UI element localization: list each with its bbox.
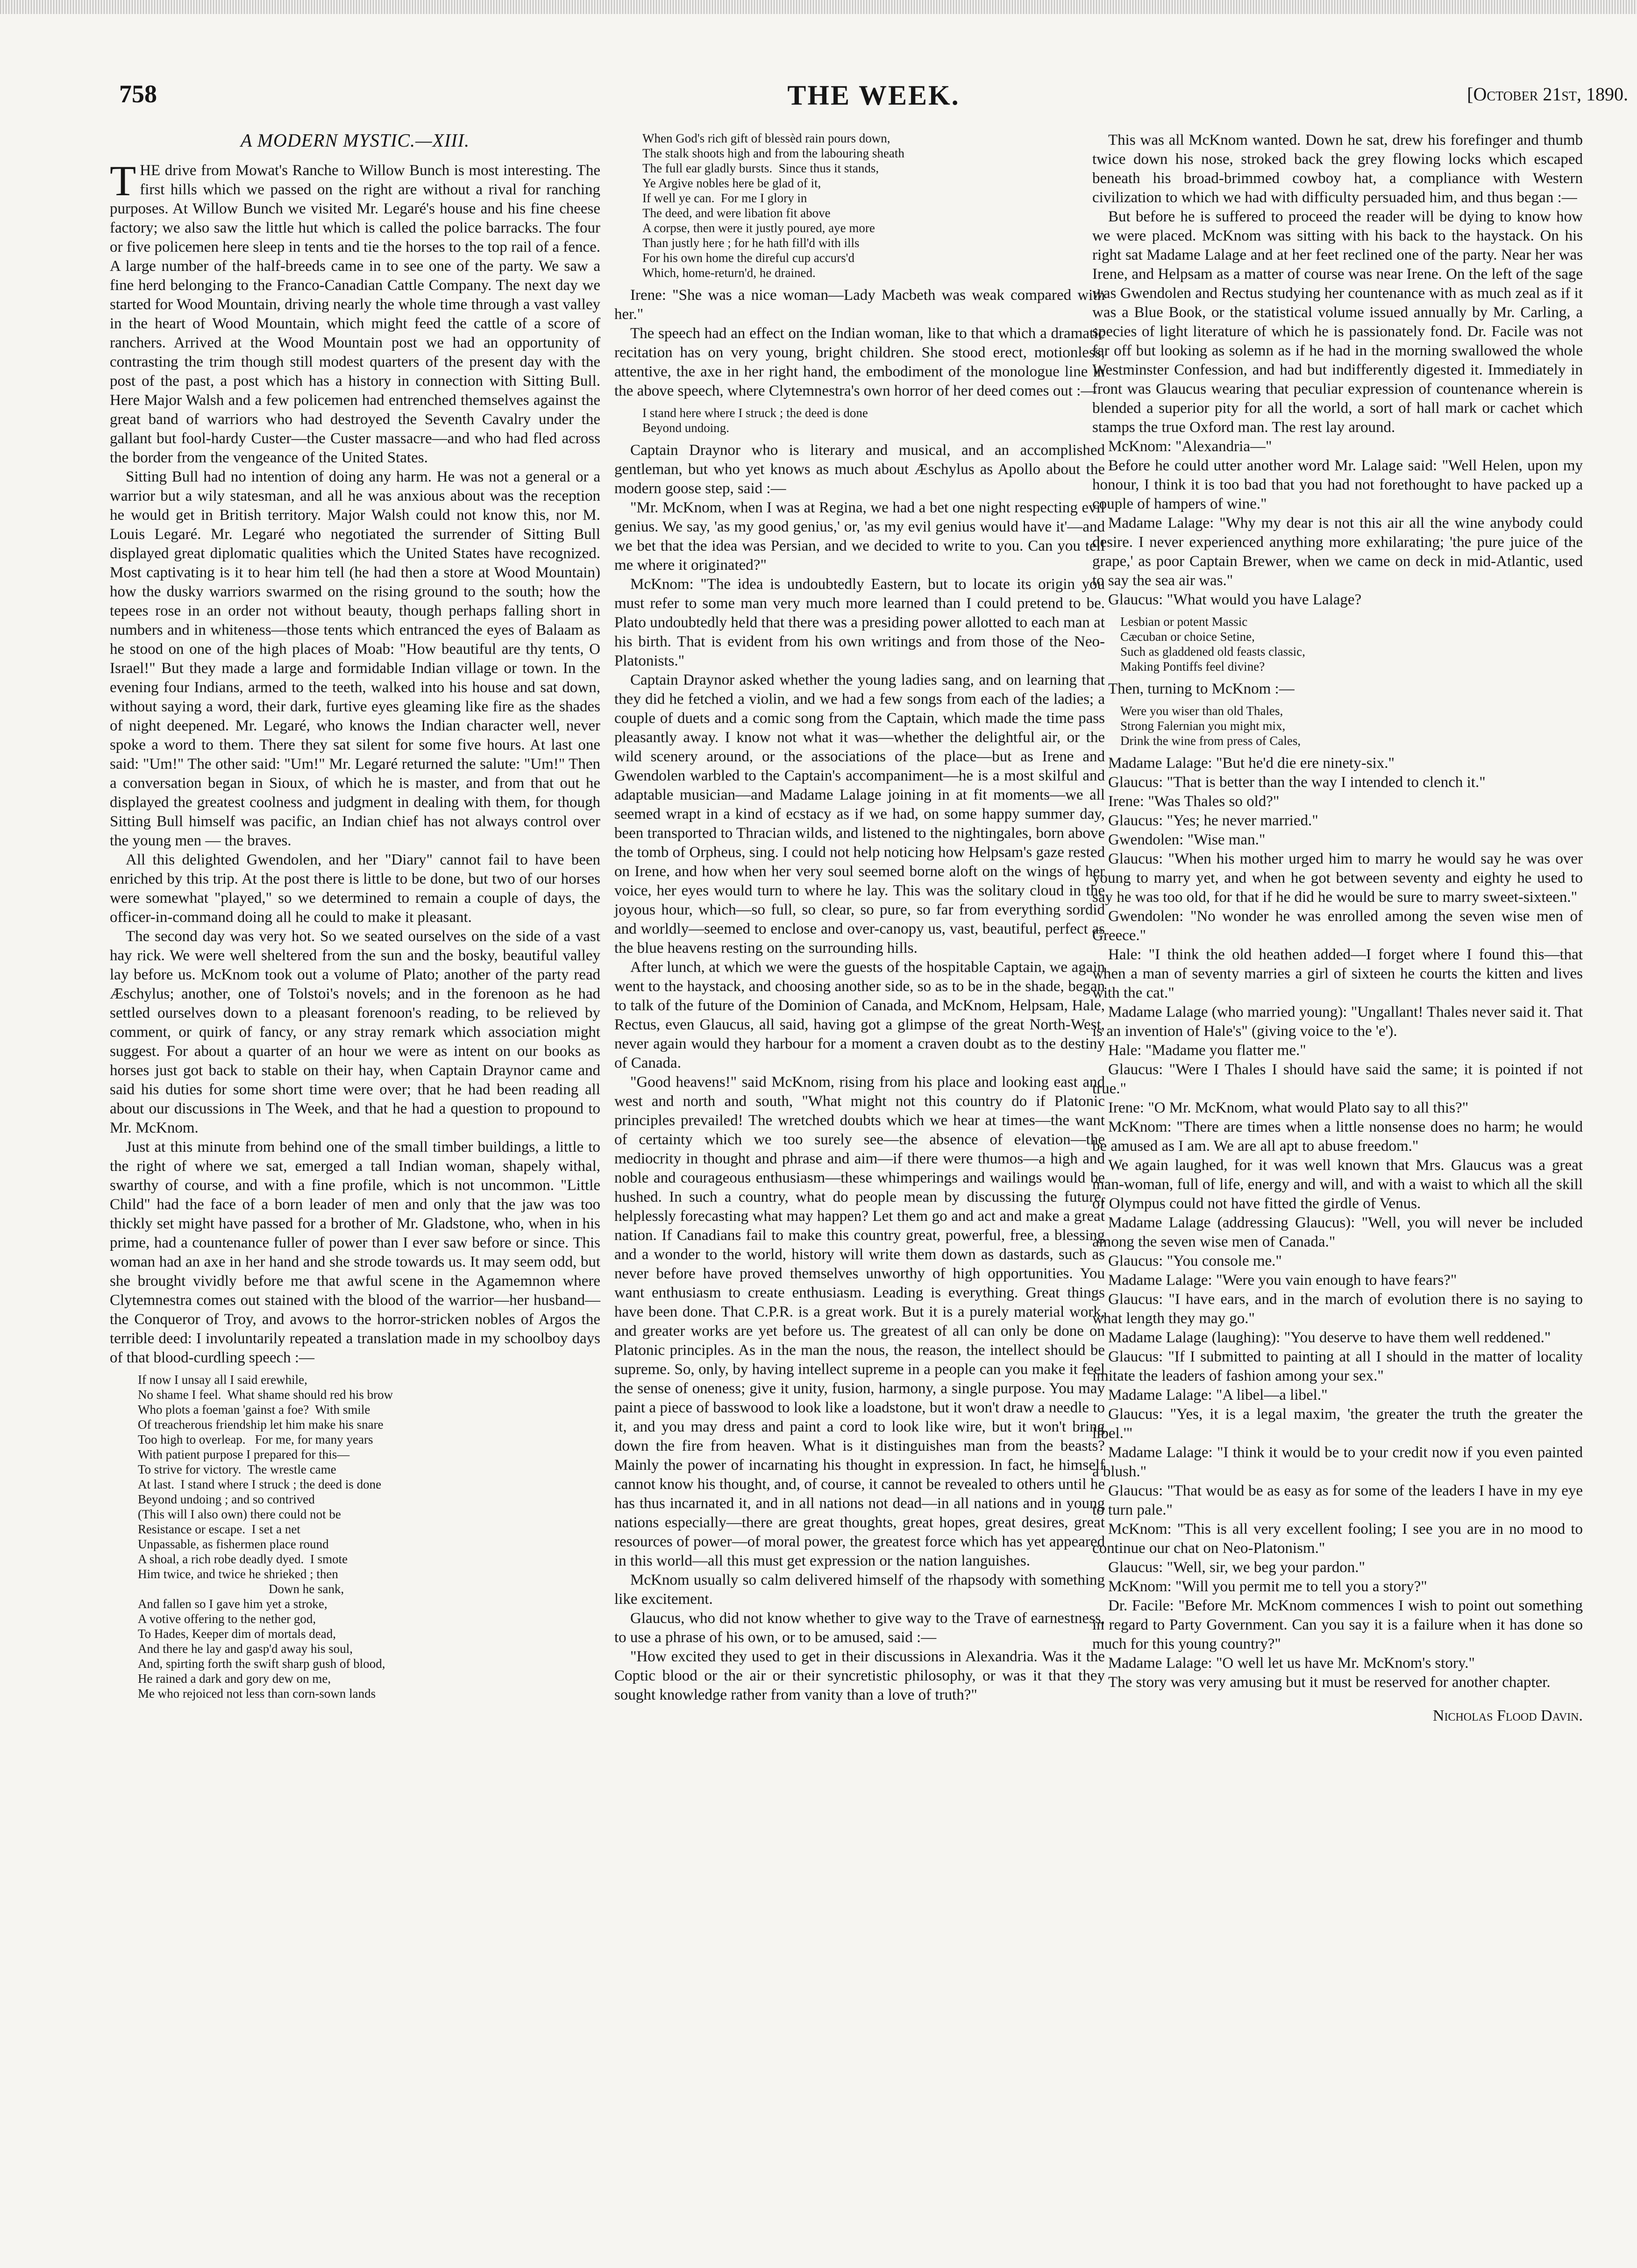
issue-date: [October 21st, 1890. (1467, 84, 1628, 105)
dialogue-line: Madame Lalage: "O well let us have Mr. McKnom's story." (1108, 1655, 1475, 1672)
verse-line: I stand here where I struck ; the deed is done (642, 406, 868, 420)
paragraph: Captain Draynor who is literary and musical, and an accomplished gentleman, but who yet knows as much about Æschylus as Apollo about the modern goose step, said :— (614, 442, 1105, 497)
dialogue-line: Glaucus: "You console me." (1108, 1253, 1282, 1269)
verse-line: (This will I also own) there could not be (138, 1507, 341, 1521)
paragraph: But before he is suffered to proceed the reader will be dying to know how we were placed. McKnom was sitting with his back to the haystack. On his right sat Madame Lalage and at her feet reclined one of the party. Near her was Irene, and Helpsam as a matter of course was near Irene. On the left of the sage was Gwendolen and Rectus studying her countenance with as much zeal as if it was a Blue Book, or the statistical volume issued annually by Mr. Carling, a species of light literature of which he is passionately fond. Dr. Facile was not far off but looking as solemn as if he had in the morning swallowed the whole Westminster Confession, and had but indifferently digested it. Immediately in front was Glaucus wearing that peculiar expression of countenance wherein is blended a superior pity for all the world, a sort of hall mark or cachet which stamps the true Oxford man. The rest lay around. (1092, 208, 1583, 436)
paragraph: THE drive from Mowat's Ranche to Willow Bunch is most interesting. The first hills which we passed on the right are without a rival for ranching purposes. At Willow Bunch we visited Mr. Legaré's house and his fine cheese factory; we also saw the little hut which is called the police barracks. The four or five policemen here sleep in tents and tie the horses to the top rail of a fence. A large number of the half-breeds came in to see one of the party. We saw a fine herd belonging to the Franco-Canadian Cattle Company. The next day we started for Wood Mountain, driving nearly the whole time through a vast valley in the heart of Wood Mountain, which might feed the cattle of a score of ranchers. Arrived at the Wood Mountain post we had an opportunity of contrasting the trim though still modest quarters of the present day with the post of the past, a post which has a history in connection with Sitting Bull. Here Major Walsh and a few policemen had entrenched themselves against the great band of warriors who had destroyed the Seventh Cavalry under the gallant but fool-hardy Custer—the Custer massacre—and who had fled across the border from the vengeance of the United States. (110, 157, 600, 466)
verse-line: A corpse, then were it justly poured, aye more (642, 221, 875, 235)
verse-line: Ye Argive nobles here be glad of it, (642, 176, 821, 190)
verse-line: If now I unsay all I said erewhile, (138, 1373, 307, 1387)
dialogue-line: Glaucus: "Well, sir, we beg your pardon." (1108, 1559, 1365, 1576)
dialogue-line: Gwendolen: "No wonder he was enrolled among the seven wise men of Greece." (1092, 908, 1583, 944)
dialogue-line: Madame Lalage: "I think it would be to your credit now if you even painted a blush." (1092, 1444, 1583, 1480)
dialogue-line: Glaucus: "Yes, it is a legal maxim, 'the greater the truth the greater the libel.'" (1092, 1406, 1583, 1442)
verse-line: For his own home the direful cup accurs'd (642, 251, 855, 265)
dialogue-line: Madame Lalage (addressing Glaucus): "Well, you will never be included among the seven wise men of Canada." (1092, 1214, 1583, 1250)
dialogue-line: Hale: "Madame you flatter me." (1108, 1042, 1306, 1059)
paragraph: Just at this minute from behind one of the small timber buildings, a little to the right of where we sat, emerged a tall Indian woman, shapely withal, swarthy of course, and with a fine profile, which is not uncommon. "Little Child" had the face of a born leader of men and only that the jaw was too thickly set might have passed for a brother of Mr. Gladstone, who, when in his prime, had a countenance fuller of power than I ever saw before or since. This woman had an axe in her hand and she strode towards us. It may seem odd, but she brought vividly before me that awful scene in the Agamemnon where Clytemnestra comes out stained with the blood of the warrior—her husband—the Conqueror of Troy, and avows to the horror-stricken nobles of Argos the terrible deed: I involuntarily repeated a translation made in my schoolboy days of that blood-curdling speech :— (110, 1139, 600, 1366)
verse-line: The stalk shoots high and from the labouring sheath (642, 146, 904, 160)
dialogue-line: Glaucus: "If I submitted to painting at all I should in the matter of locality imitate the leaders of fashion among your sex." (1092, 1348, 1583, 1384)
verse-line: And, spirting forth the swift sharp gush of blood, (138, 1657, 385, 1671)
paragraph: "Mr. McKnom, when I was at Regina, we had a bet one night respecting evil genius. We say, 'as my good genius,' or, 'as my evil genius would have it'—and we bet that the idea was Persian, and we decided to write to you. Can you tell me where it originated?" (614, 499, 1105, 574)
dialogue-line: McKnom: "This is all very excellent fooling; I see you are in no mood to continue our chat on Neo-Platonism." (1092, 1521, 1583, 1557)
paragraph: Irene: "She was a nice woman—Lady Macbeth was weak compared with her." (614, 287, 1105, 323)
verse-line: Making Pontiffs feel divine? (1120, 659, 1265, 673)
verse-line: A shoal, a rich robe deadly dyed. I smote (138, 1552, 348, 1566)
journal-title: THE WEEK. (787, 80, 960, 111)
verse-line: At last. I stand where I struck ; the deed is done (138, 1477, 382, 1491)
verse-line: And there he lay and gasp'd away his soul, (138, 1642, 353, 1656)
verse-line: Resistance or escape. I set a net (138, 1522, 300, 1536)
verse-line: Him twice, and twice he shrieked ; then (138, 1567, 338, 1581)
paragraph: All this delighted Gwendolen, and her "Diary" cannot fail to have been enriched by this trip. At the post there is little to be done, but two of our horses were somewhat "played," so we determined to remain a couple of days, the officer-in-command doing all he could to make it pleasant. (110, 851, 600, 926)
column-1 (110, 131, 600, 1707)
verse-line: Which, home-return'd, he drained. (642, 266, 816, 280)
verse-line: Strong Falernian you might mix, (1120, 719, 1286, 733)
verse-line: And fallen so I gave him yet a stroke, (138, 1597, 327, 1611)
verse-line: Such as gladdened old feasts classic, (1120, 645, 1305, 659)
dialogue-line: Madame Lalage (laughing): "You deserve to have them well reddened." (1108, 1329, 1551, 1346)
paragraph: After lunch, at which we were the guests of the hospitable Captain, we again went to the haystack, and choosing another side, so as to be in the shade, began to talk of the future of the Dominion of Canada, and McKnom, Helpsam, Hale, Rectus, even Glaucus, all said, having got a glimpse of the great North-West, never again would they harbour for a moment a craven doubt as to the destiny of Canada. (614, 959, 1105, 1071)
verse-line: Than justly here ; for he hath fill'd with ills (642, 236, 860, 250)
dialogue-line: Madame Lalage (who married young): "Ungallant! Thales never said it. That is an invention of Hale's" (giving voice to the 'e'). (1092, 1004, 1583, 1040)
paragraph: "How excited they used to get in their discussions in Alexandria. Was it the Coptic blood or the air or their syncretistic philosophy, or was it that they sought knowledge rather from vanity than a love of truth?" (614, 1648, 1105, 1703)
paragraph: "Good heavens!" said McKnom, rising from his place and looking east and west and north and south, "What might not this country do if Platonic principles prevailed! The wretched doubts which we hear at times—the want of certainty which we too surely see—the absence of elevation—the mediocrity in thought and phrase and aim—if there were thumos—a high and noble and courageous enthusiasm—these whimperings and wailings would be hushed. In such a country, what do people mean by discussing the future, helplessly forecasting what may happen? Let them go and act and make a great nation. If Canadians fail to make this country great, powerful, free, a blessing and a wonder to the world, history will write them down as dastards, such as never before have proved themselves unworthy of high opportunities. You want enthusiasm to create enthusiasm. Leading is everything. Great things have been done. That C.P.R. is a great work. But it is a purely material work, and greater works are yet before us. The greatest of all can only be done on Platonic principles. As in the man the nous, the reason, the intellect should be supreme. So, only, by having intellect supreme in a people can you make it feel the sense of oneness; give it unity, fusion, harmony, a single purpose. You may paint a piece of basswood to look like a loadstone, but it won't draw a needle to it, and you may dress and paint a cord to look like wire, but it won't bring down the fire from heaven. What is it distinguishes man from the beasts? Mainly the power of incarnating his thought in expression. In fact, he himself cannot know his thought, and, of course, it cannot be revealed to others until he has thus incarnated it, and in all nations not dead—in all nations and in young nations especially—there are great thoughts, great hopes, great desires, great resources of power—of moral power, the greatest force which has yet appeared in this world—all this must get expression or the nation languishes. (614, 1074, 1105, 1569)
dialogue-line: The story was very amusing but it must be reserved for another chapter. (1108, 1674, 1551, 1691)
dialogue-line: Madame Lalage: "Were you vain enough to have fears?" (1108, 1272, 1457, 1289)
paragraph: Glaucus: "What would you have Lalage? (1108, 591, 1362, 608)
page-number: 758 (119, 80, 157, 108)
verse-line: Cæcuban or choice Setine, (1120, 630, 1255, 644)
verse-line: Were you wiser than old Thales, (1120, 704, 1283, 718)
column-2 (614, 131, 1105, 1705)
top-border-rule (0, 0, 1637, 14)
verse-line: Who plots a foeman 'gainst a foe? With smile (138, 1403, 370, 1417)
dialogue-line: Dr. Facile: "Before Mr. McKnom commences I wish to point out something in regard to Party Government. Can you say it is a failure when it has done so much for this young country?" (1092, 1597, 1583, 1652)
verse-quote (642, 405, 1105, 435)
dialogue-line: Glaucus: "Were I Thales I should have said the same; it is pointed if not true." (1092, 1061, 1583, 1097)
dialogue-line: We again laughed, for it was well known that Mrs. Glaucus was a great man-woman, full of life, energy and will, and with a waist to which all the skill of Olympus could not have fitted the girdle of Venus. (1092, 1157, 1583, 1212)
verse-line: To strive for victory. The wrestle came (138, 1462, 336, 1476)
verse-line: With patient purpose I prepared for this— (138, 1447, 350, 1461)
verse-line: The full ear gladly bursts. Since thus it stands, (642, 161, 879, 175)
verse-line: Too high to overleap. For me, for many years (138, 1432, 373, 1446)
column-3 (1092, 131, 1583, 1725)
paragraph: The speech had an effect on the Indian woman, like to that which a dramatic recitation has on very young, bright children. She stood erect, motionless, attentive, the axe in her right hand, the embodiment of the monologue line in the above speech, where Clytemnestra's own horror of her deed comes out :— (614, 325, 1105, 399)
verse-line: To Hades, Keeper dim of mortals dead, (138, 1627, 336, 1641)
dialogue-line: McKnom: "Will you permit me to tell you a story?" (1108, 1578, 1427, 1595)
verse-line: If well ye can. For me I glory in (642, 191, 807, 205)
paragraph: McKnom: "Alexandria—" (1108, 438, 1272, 455)
verse-line: No shame I feel. What shame should red his brow (138, 1388, 393, 1402)
dialogue-line: Gwendolen: "Wise man." (1108, 831, 1266, 848)
verse-agamemnon-part1 (138, 1372, 600, 1701)
verse-line: Drink the wine from press of Cales, (1120, 734, 1301, 748)
dialogue-line: Irene: "Was Thales so old?" (1108, 793, 1280, 810)
paragraph: Then, turning to McKnom :— (1108, 680, 1295, 697)
verse-line: Me who rejoiced not less than corn-sown lands (138, 1687, 376, 1701)
author-signature: Nicholas Flood Davin. (1432, 1707, 1583, 1724)
drop-cap: T (110, 157, 136, 205)
paragraph: Captain Draynor asked whether the young ladies sang, and on learning that they did he fetched a violin, and we had a few songs from each of the ladies; a couple of duets and a comic song from the Captain, which made the time pass pleasantly away. I know not what it was—whether the delightful air, or the wild scenery around, or the associations of the place—but as Irene and Gwendolen warbled to the Captain's accompaniment—he is a most skilful and adaptable musician—and Madame Lalage joining in at fit moments—we all seemed wrapt in a kind of ecstacy as if we had, on some happy summer day, been transported to Thracian wilds, and listened to the nightingales, born above the tomb of Orpheus, sing. I could not help noticing how Helpsam's gaze rested on Irene, and how when her very soul seemed borne aloft on the wings of her voice, her eyes would turn to where he lay. This was the solitary cloud in the joyous hour, which—so full, so clear, so pure, so far from everything sordid and worldly—seemed to enclose and over-canopy us, vast, beautiful, perfect as the blue heavens resting on the surrounding hills. (614, 672, 1105, 957)
paragraph: McKnom usually so calm delivered himself of the rhapsody with something like excitement. (614, 1572, 1105, 1608)
verse-horace-1 (1120, 614, 1583, 674)
article-title: A MODERN MYSTIC.—XIII. (240, 130, 470, 151)
paragraph: This was all McKnom wanted. Down he sat, drew his forefinger and thumb twice down his nose, stroked back the grey flowing locks which escaped beneath his broad-brimmed cowboy hat, a compliance with Western civilization to which we had with difficulty persuaded him, and thus began :— (1092, 132, 1583, 206)
dialogue-line: Glaucus: "When his mother urged him to marry he would say he was over young to marry yet, and when he got between seventy and eighty he used to say he was too old, for that if he did he would be sure to marry sweet-sixteen." (1092, 850, 1583, 906)
verse-line: The deed, and were libation fit above (642, 206, 831, 220)
dialogue-line: Madame Lalage: "But he'd die ere ninety-six." (1108, 755, 1395, 772)
verse-line: When God's rich gift of blessèd rain pours down, (642, 131, 890, 145)
dialogue-line: McKnom: "There are times when a little nonsense does no harm; he would be amused as I am. We are all apt to abuse freedom." (1092, 1119, 1583, 1155)
verse-line: Down he sank, (269, 1582, 344, 1596)
verse-line: Of treacherous friendship let him make his snare (138, 1418, 384, 1432)
paragraph: Madame Lalage: "Why my dear is not this air all the wine anybody could desire. I never experienced anything more exhilarating; 'the pure juice of the grape,' as poor Captain Brewer, when we came on deck in mid-Atlantic, used to say the sea air was." (1092, 515, 1583, 589)
paragraph: Sitting Bull had no intention of doing any harm. He was not a general or a warrior but a wily statesman, and all he was anxious about was the reception he would get in British territory. Major Walsh could not know this, nor M. Louis Legaré. Mr. Legaré who negotiated the surrender of Sitting Bull displayed great diplomatic qualities which the United States have recognized. Most captivating is it to hear him tell (he had then a store at Wood Mountain) how the dusky warriors swarmed on the rising ground to the south; how the tepees rose in an order not without beauty, though perhaps falling short in numbers and in whiteness—those tents which entranced the eyes of Balaam as he stood on one of the high places of Moab: "How beautiful are thy tents, O Israel!" But they made a large and formidable Indian village or town. In the evening four Indians, armed to the teeth, walked into his house and sat down, without saying a word, their dark, furtive eyes gleaming like fire as the shades of night deepened. Mr. Legaré, who knows the Indian character well, never spoke a word to them. There they sat silent for some five hours. At last one said: "Um!" The other said: "Um!" Mr. Legaré returned the salute: "Um!" Then a conversation began in Sioux, of which he is master, and from that out he displayed the greatest coolness and judgment in dealing with them, for though Sitting Bull himself was pacific, an Indian chief has not always control over the young men — the braves. (110, 468, 600, 849)
dialogue-line: Madame Lalage: "A libel—a libel." (1108, 1387, 1328, 1403)
dialogue-line: Glaucus: "Yes; he never married." (1108, 812, 1318, 829)
verse-line: A votive offering to the nether god, (138, 1612, 316, 1626)
dialogue-line: Irene: "O Mr. McKnom, what would Plato say to all this?" (1108, 1099, 1469, 1116)
verse-agamemnon-part2 (642, 131, 1105, 280)
verse-horace-2 (1120, 703, 1583, 748)
dialogue-line: Hale: "I think the old heathen added—I forget where I found this—that when a man of seventy marries a girl of sixteen he courts the kitten and lives with the cat." (1092, 946, 1583, 1001)
verse-line: Unpassable, as fishermen place round (138, 1537, 329, 1551)
verse-line: He rained a dark and gory dew on me, (138, 1672, 331, 1686)
dialogue-line: Glaucus: "That would be as easy as for some of the leaders I have in my eye to turn pale." (1092, 1482, 1583, 1518)
paragraph: McKnom: "The idea is undoubtedly Eastern, but to locate its origin you must refer to some man very much more learned than I could pretend to be. Plato undoubtedly held that there was a presiding power allotted to each man at his birth. That is evident from his own writings and from those of the Neo-Platonists." (614, 576, 1105, 669)
verse-line: Beyond undoing ; and so contrived (138, 1492, 315, 1506)
page-header (119, 79, 1628, 121)
dialogue-line: Glaucus: "That is better than the way I intended to clench it." (1108, 774, 1486, 791)
paragraph: Glaucus, who did not know whether to give way to the Trave of earnestness, to use a phrase of his own, or to be amused, said :— (614, 1610, 1105, 1646)
dialogue-line: Glaucus: "I have ears, and in the march of evolution there is no saying to what length they may go." (1092, 1291, 1583, 1327)
paragraph: Before he could utter another word Mr. Lalage said: "Well Helen, upon my honour, I think it is too bad that you had not forethought to have packed up a couple of hampers of wine." (1092, 457, 1583, 512)
paragraph: The second day was very hot. So we seated ourselves on the side of a vast hay rick. We were well sheltered from the sun and the bosky, beautiful valley lay before us. McKnom took out a volume of Plato; another of the party read Æschylus; another, one of Tolstoi's novels; and in the forenoon as he had settled ourselves down to a pleasant forenoon's reading, to be relieved by comment, or quirk of fancy, or any stray remark which association might suggest. For about a quarter of an hour we were as intent on our books as horses just got back to stable on their hay, when Captain Draynor came and said his duties for some short time were over; that he had been reading all about our discussions in The Week, and that he had a question to propound to Mr. McKnom. (110, 928, 600, 1136)
verse-line: Lesbian or potent Massic (1120, 615, 1248, 629)
verse-line: Beyond undoing. (642, 421, 729, 435)
